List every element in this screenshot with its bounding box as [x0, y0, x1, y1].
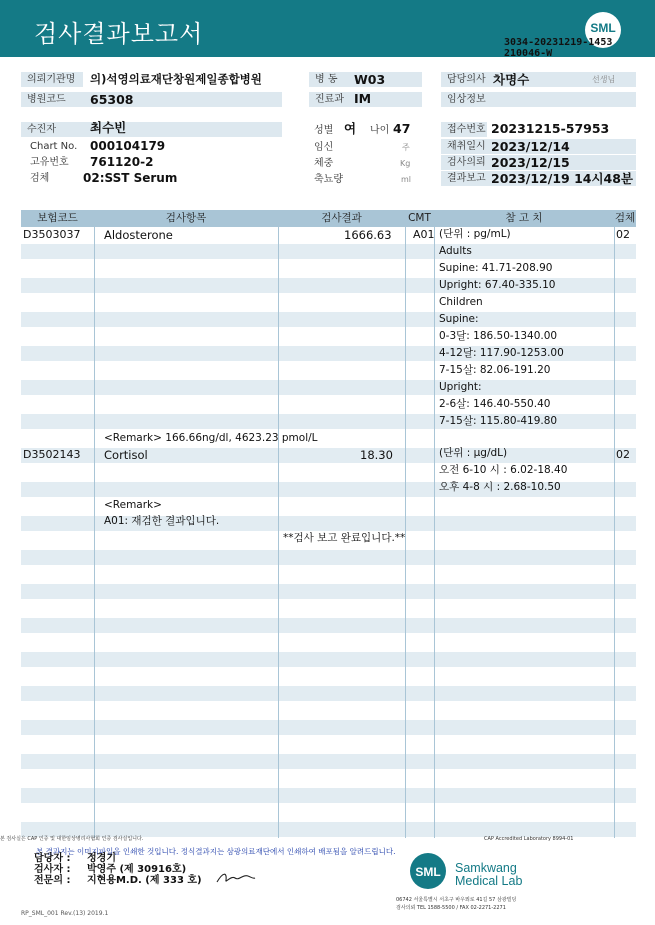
row2-specimen: 02: [616, 448, 630, 461]
reference-line: Supine: 41.71-208.90: [439, 262, 553, 274]
column-divider: [614, 210, 615, 838]
collection-label: 채취일시: [441, 139, 636, 154]
age-label: 나이: [370, 125, 390, 136]
id-no-value: 761120-2: [90, 155, 154, 169]
row2-result: 18.30: [360, 448, 393, 462]
table-stripe: [21, 652, 636, 667]
ward-label: 병 동: [309, 72, 422, 87]
hospital-code-value: 65308: [90, 92, 134, 107]
patient-name: 최수빈: [90, 120, 127, 135]
in-charge-name: 정경기: [87, 853, 116, 864]
report-value: 2023/12/19 14시48분: [491, 171, 634, 186]
report-number-line2: 210046-W: [504, 48, 553, 59]
reference-line: 7-15살: 82.06-191.20: [439, 364, 551, 376]
footer-logo-text: SML: [415, 865, 441, 879]
sex-label: 성별: [314, 125, 334, 136]
row1-remark: <Remark> 166.66ng/dl, 4623.23 pmol/L: [104, 432, 318, 444]
ward-value: W03: [354, 72, 386, 87]
table-stripe: [21, 312, 636, 327]
table-stripe: [21, 244, 636, 259]
header-specimen: 검체: [614, 212, 636, 224]
request-label: 검사의뢰: [441, 155, 636, 170]
row1-specimen: 02: [616, 228, 630, 241]
document-id: RP_SML_001 Rev.(13) 2019.1: [21, 910, 109, 917]
requesting-org-value: 의)석영의료재단창원제일종합병원: [90, 72, 262, 86]
table-stripe: [21, 550, 636, 565]
brand-line2: Medical Lab: [455, 874, 523, 888]
report-label: 결과보고: [441, 171, 636, 186]
dept-value: IM: [354, 91, 372, 106]
image-notice: 본 결과지는 이미지파일을 인쇄한 것입니다. 정식결과지는 삼광의료재단에서 인쇄하여 배포됨을 알려드립니다.: [36, 847, 396, 856]
table-stripe: [21, 584, 636, 599]
column-divider: [94, 210, 95, 838]
doctor-suffix: 선생님: [592, 75, 616, 84]
hospital-code-label: 병원코드: [21, 92, 83, 107]
table-stripe: [21, 618, 636, 633]
row2-item: Cortisol: [104, 448, 148, 462]
reference-line: 0-3달: 186.50-1340.00: [439, 330, 558, 342]
receipt-label: 접수번호: [441, 122, 487, 137]
collection-value: 2023/12/14: [491, 139, 570, 154]
table-stripe: [21, 822, 636, 837]
header-insurance-code: 보험코드: [37, 212, 78, 224]
weight-unit: Kg: [400, 159, 411, 168]
table-stripe: [21, 380, 636, 395]
row1-result: 1666.63: [344, 228, 392, 242]
doctor-label: 담당의사: [441, 72, 636, 87]
table-stripe: [21, 788, 636, 803]
specialist-label: 전문의 :: [34, 875, 71, 886]
cap-accreditation: CAP Accredited Laboratory 8994-01: [484, 836, 574, 842]
header-cmt: CMT: [408, 212, 431, 224]
reference-line: Upright:: [439, 381, 482, 393]
reference-line: (단위 : μg/dL): [439, 447, 508, 459]
table-header: [21, 210, 636, 227]
pregnancy-unit: 주: [402, 143, 410, 152]
reference-line: Upright: 67.40-335.10: [439, 279, 556, 291]
completion-message: **검사 보고 완료입니다.**: [283, 532, 406, 544]
header-reference: 참 고 치: [505, 212, 543, 224]
specialist-name: 지현용M.D. (제 333 호): [87, 875, 202, 886]
reference-line: 4-12달: 117.90-1253.00: [439, 347, 564, 359]
address-line1: 06742 서울특별시 서초구 바우뫼로 41길 57 삼광빌딩: [396, 897, 517, 903]
id-no-label: 고유번호: [30, 157, 69, 168]
receipt-value: 20231215-57953: [491, 121, 610, 136]
in-charge-label: 담당자 :: [34, 853, 71, 864]
patient-label: 수진자: [21, 122, 83, 137]
doctor-value: 차명수: [493, 72, 530, 87]
table-stripe: [21, 720, 636, 735]
address-line2: 검사의뢰 TEL 1588-5500 / FAX 02-2271-2271: [396, 905, 506, 911]
signature-icon: [215, 869, 257, 885]
brand-name: [455, 862, 522, 888]
report-number-line1: 3034-20231219-1453: [504, 37, 613, 48]
report-number: [504, 37, 612, 59]
reference-line: 오전 6-10 시 : 6.02-18.40: [439, 464, 568, 476]
header-test-item: 검사항목: [165, 212, 207, 224]
weight-label: 체중: [314, 158, 334, 169]
page-title: 검사결과보고서: [34, 20, 204, 48]
reference-line: Children: [439, 296, 483, 308]
table-stripe: [21, 754, 636, 769]
pregnancy-label: 임신: [314, 142, 334, 153]
row1-code: D3503037: [23, 228, 81, 241]
tester-label: 검사자 :: [34, 864, 71, 875]
chart-no-value: 000104179: [90, 139, 166, 153]
row1-cmt: A01: [413, 228, 435, 241]
chart-no-label: Chart No.: [30, 141, 78, 152]
urine-unit: ml: [401, 175, 412, 184]
row2-remark-text: A01: 재검한 결과입니다.: [104, 515, 220, 527]
reference-line: (단위 : pg/mL): [439, 228, 511, 240]
request-value: 2023/12/15: [491, 155, 570, 170]
sex-value: 여: [344, 121, 357, 136]
sml-footer-logo-icon: [406, 853, 450, 891]
requesting-org-label: 의뢰기관명: [21, 72, 83, 87]
reference-line: 2-6살: 146.40-550.40: [439, 398, 551, 410]
table-stripe: [21, 686, 636, 701]
dept-label: 진료과: [309, 92, 422, 107]
header-test-result: 검사결과: [321, 212, 362, 224]
specimen-label: 검체: [30, 173, 50, 184]
brand-line1: Samkwang: [455, 861, 517, 875]
column-divider: [434, 210, 435, 838]
row2-remark-title: <Remark>: [104, 499, 162, 511]
specimen-value: 02:SST Serum: [83, 171, 178, 185]
age-value: 47: [393, 121, 411, 136]
reference-line: 오후 4-8 시 : 2.68-10.50: [439, 481, 561, 493]
column-divider: [278, 210, 279, 838]
clinical-info-label: 임상정보: [441, 92, 636, 107]
logo-text: SML: [590, 21, 616, 35]
reference-line: Supine:: [439, 313, 479, 325]
accreditation-fine-print: 본 검사실은 CAP 인증 및 대한임상병리사협회 인증 검사실입니다.: [0, 836, 144, 842]
row1-item: Aldosterone: [104, 228, 173, 242]
row2-code: D3502143: [23, 448, 81, 461]
reference-line: 7-15살: 115.80-419.80: [439, 415, 558, 427]
reference-line: Adults: [439, 245, 472, 257]
urine-label: 축뇨량: [314, 174, 343, 185]
tester-name: 박영주 (제 30916호): [87, 864, 187, 875]
column-divider: [405, 210, 406, 838]
